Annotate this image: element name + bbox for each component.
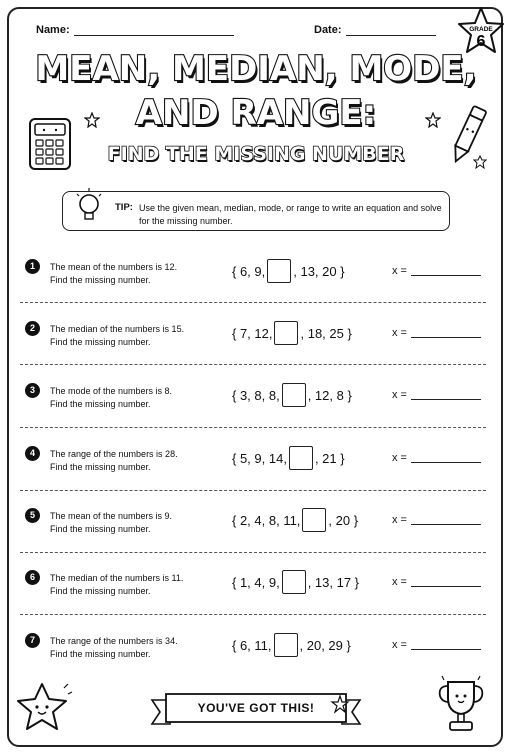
name-field[interactable] (36, 24, 234, 36)
answer-field[interactable]: x = (392, 639, 481, 651)
lightbulb-icon (69, 182, 109, 234)
answer-line[interactable] (411, 275, 481, 276)
title-line-1: MEAN, MEDIAN, MODE, (35, 49, 477, 89)
answer-field[interactable]: x = (392, 327, 481, 339)
answer-line[interactable] (411, 337, 481, 338)
problem-number: 6 (25, 570, 40, 585)
number-set: { 1, 4, 9, , 13, 17 } (232, 570, 359, 594)
problem-number: 1 (25, 259, 40, 274)
problem-number: 5 (25, 508, 40, 523)
divider (20, 302, 486, 303)
name-label: Name: (36, 24, 70, 36)
date-line[interactable] (346, 35, 436, 36)
missing-number-box[interactable] (267, 259, 291, 283)
answer-field[interactable]: x = (392, 576, 481, 588)
missing-number-box[interactable] (282, 570, 306, 594)
divider (20, 427, 486, 428)
answer-field[interactable]: x = (392, 514, 481, 526)
answer-line[interactable] (411, 586, 481, 587)
problem-6 (20, 570, 492, 632)
number-set: { 6, 9, , 13, 20 } (232, 259, 345, 283)
divider (20, 364, 486, 365)
tip-box (62, 191, 450, 231)
answer-field[interactable]: x = (392, 265, 481, 277)
number-set: { 6, 11, , 20, 29 } (232, 633, 351, 657)
problem-2 (20, 321, 492, 383)
answer-field[interactable]: x = (392, 389, 481, 401)
missing-number-box[interactable] (274, 633, 298, 657)
banner-text: YOU'VE GOT THIS! (197, 701, 315, 715)
title-line-2: AND RANGE: (135, 93, 377, 133)
grade-label: GRADE (469, 26, 493, 33)
star-icon (473, 155, 487, 169)
number-set: { 5, 9, 14, , 21 } (232, 446, 345, 470)
divider (20, 614, 486, 615)
problem-4 (20, 446, 492, 508)
trophy-icon (430, 672, 492, 736)
name-line[interactable] (74, 35, 234, 36)
tip-label: TIP: (115, 202, 133, 213)
tip-text: Use the given mean, median, mode, or range to write an equation and solve for the missing number. (139, 203, 442, 226)
problem-statement: The range of the numbers is 28. Find the missing number. (50, 449, 178, 472)
calculator-icon (26, 115, 76, 173)
missing-number-box[interactable] (289, 446, 313, 470)
problem-statement: The range of the numbers is 34. Find the missing number. (50, 636, 178, 659)
number-set: { 7, 12, , 18, 25 } (232, 321, 352, 345)
date-label: Date: (314, 24, 342, 36)
missing-number-box[interactable] (302, 508, 326, 532)
problem-3 (20, 383, 492, 445)
answer-line[interactable] (411, 462, 481, 463)
star-character-icon (14, 680, 74, 736)
answer-field[interactable]: x = (392, 452, 481, 464)
star-icon (330, 694, 350, 714)
star-icon (425, 112, 441, 128)
divider (20, 552, 486, 553)
star-icon (84, 112, 100, 128)
missing-number-box[interactable] (274, 321, 298, 345)
problem-number: 3 (25, 383, 40, 398)
subtitle: FIND THE MISSING NUMBER (107, 143, 405, 165)
problem-statement: The mode of the numbers is 8. Find the missing number. (50, 386, 173, 409)
problem-statement: The median of the numbers is 15. Find the missing number. (50, 324, 185, 347)
answer-line[interactable] (411, 649, 481, 650)
problem-1 (20, 259, 492, 321)
problem-statement: The mean of the numbers is 12. Find the missing number. (50, 262, 178, 285)
number-set: { 3, 8, 8, , 12, 8 } (232, 383, 352, 407)
date-field[interactable] (314, 24, 436, 36)
answer-line[interactable] (411, 524, 481, 525)
problem-statement: The mean of the numbers is 9. Find the missing number. (50, 511, 173, 534)
divider (20, 490, 486, 491)
problem-number: 4 (25, 446, 40, 461)
problem-7 (20, 633, 492, 695)
problem-number: 7 (25, 633, 40, 648)
answer-line[interactable] (411, 399, 481, 400)
problem-statement: The median of the numbers is 11. Find the missing number. (50, 573, 184, 596)
number-set: { 2, 4, 8, 11, , 20 } (232, 508, 358, 532)
problem-number: 2 (25, 321, 40, 336)
grade-number: 6 (476, 33, 486, 50)
missing-number-box[interactable] (282, 383, 306, 407)
problem-5 (20, 508, 492, 570)
